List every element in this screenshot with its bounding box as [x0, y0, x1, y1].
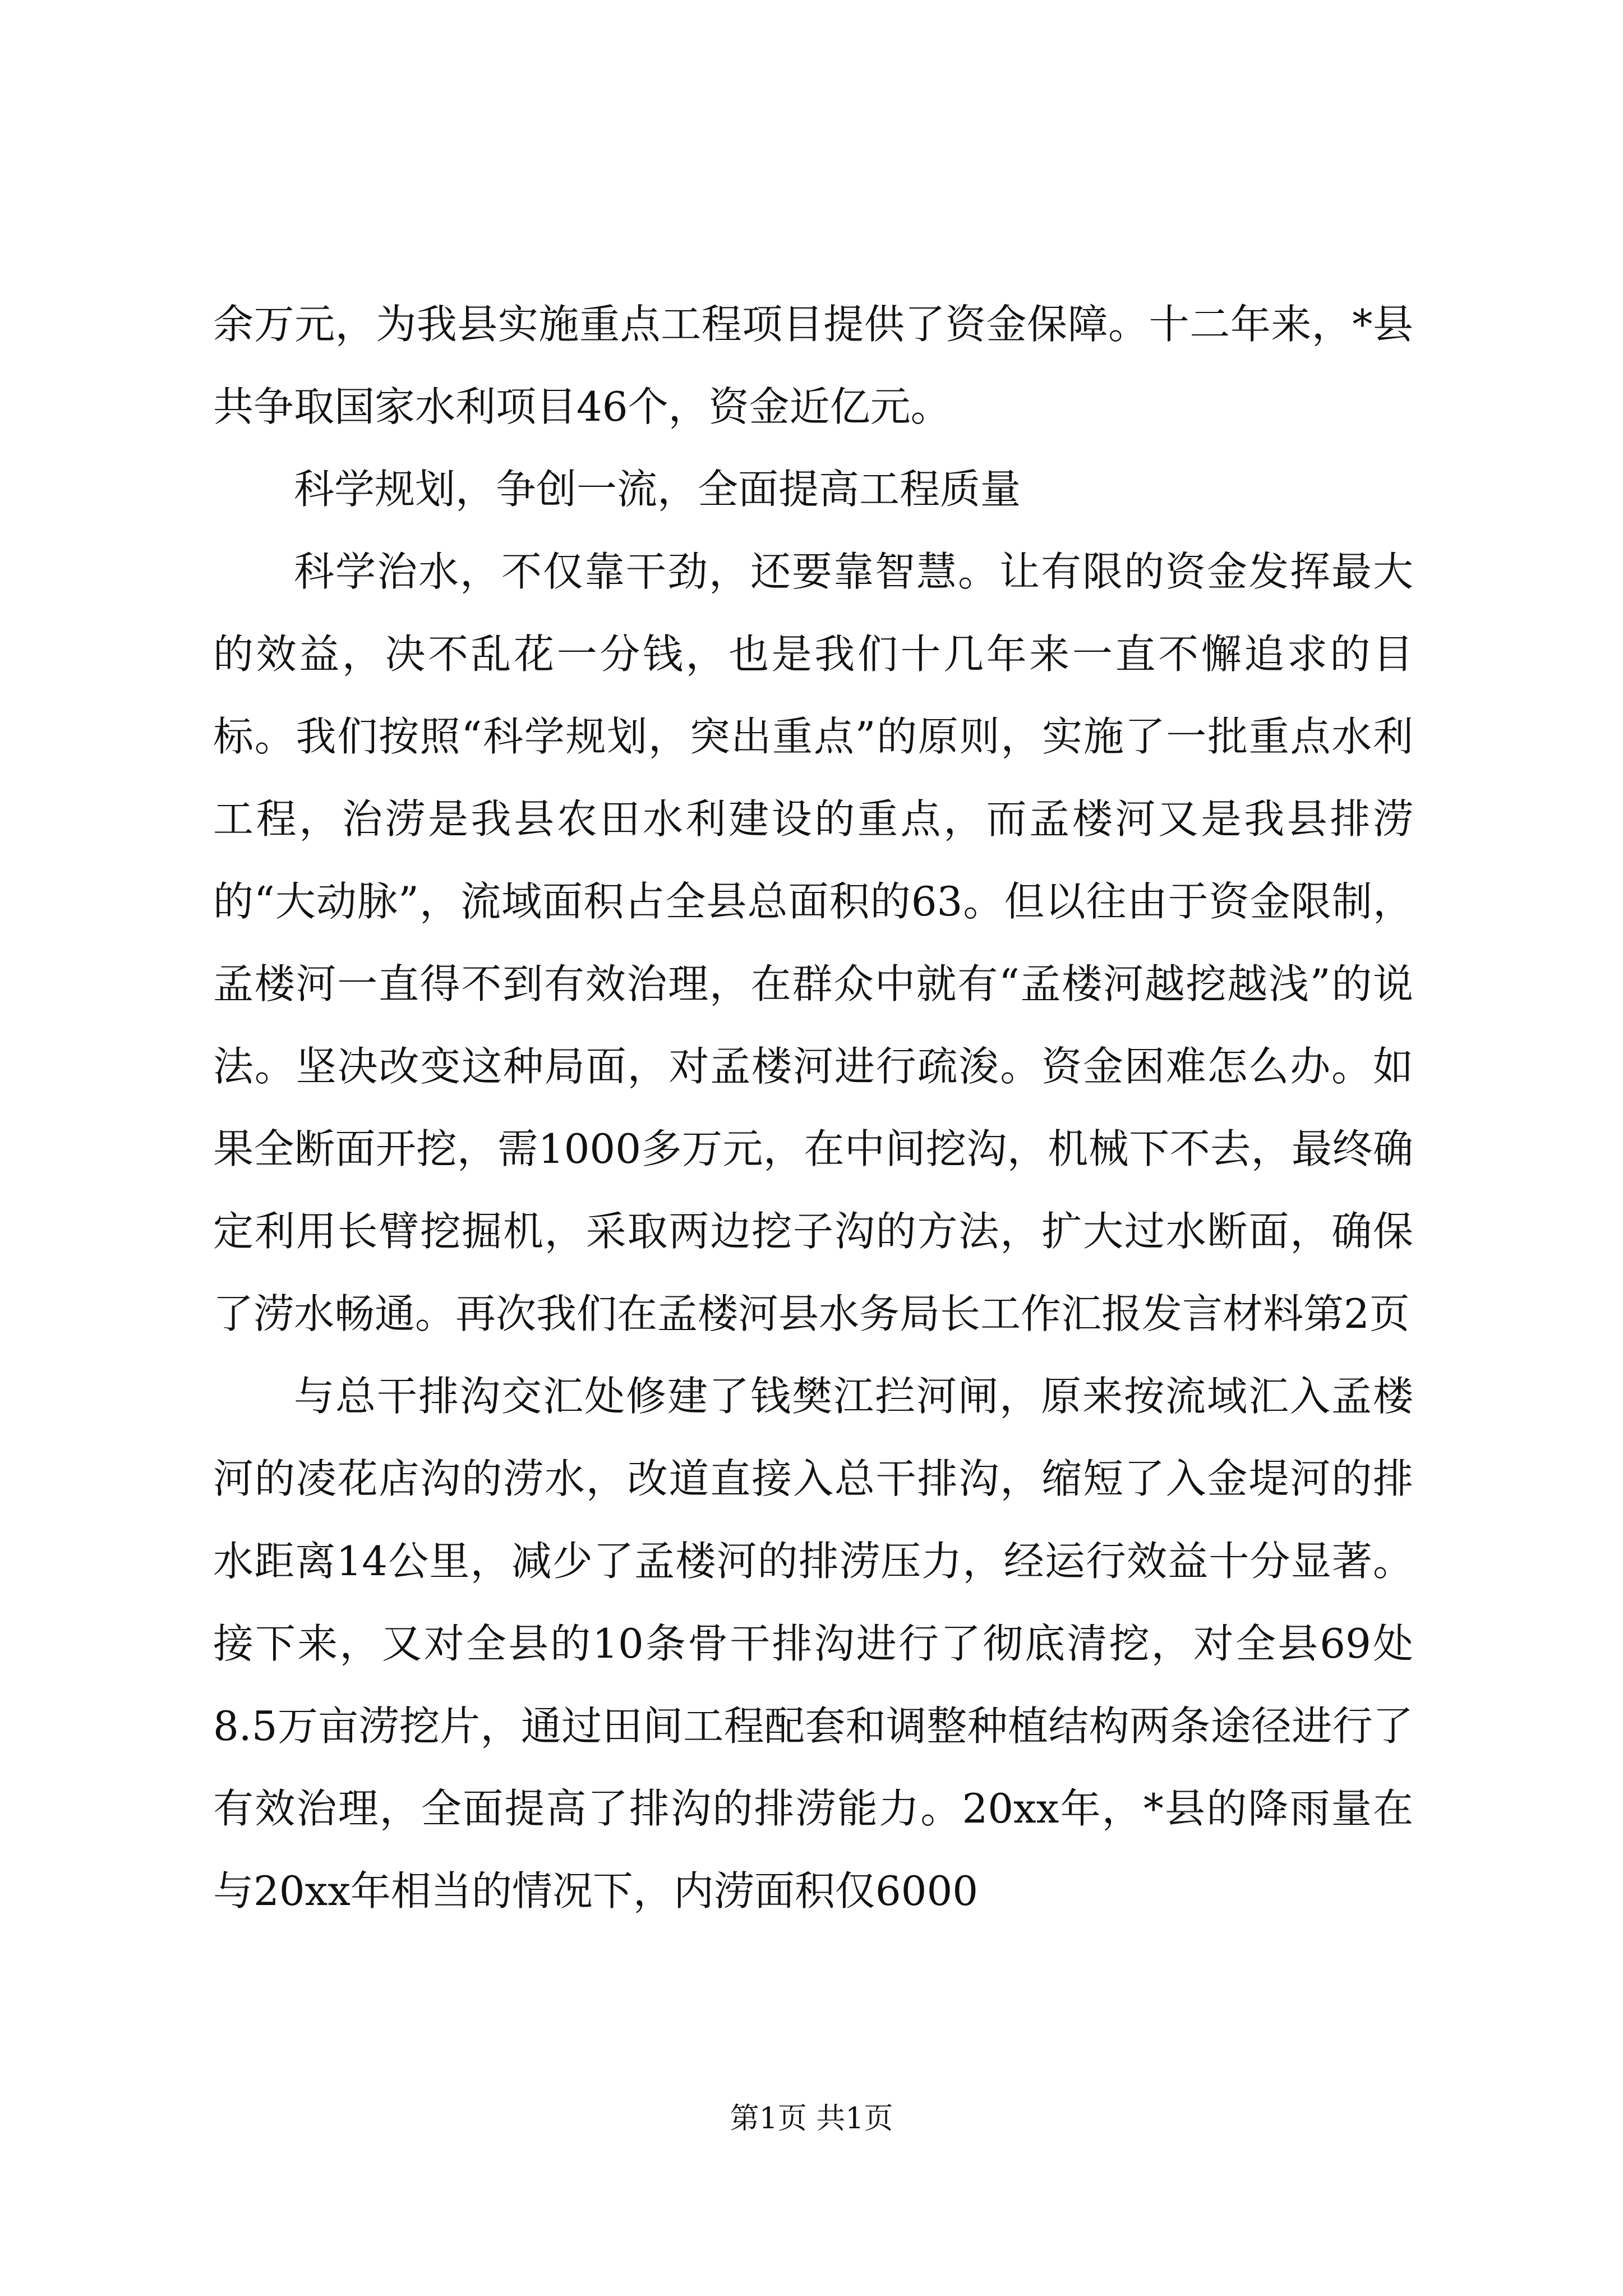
page-footer: 第1页 共1页	[730, 2102, 893, 2136]
paragraph-drainage-works: 与总干排沟交汇处修建了钱樊江拦河闸，原来按流域汇入孟楼河的凌花店沟的涝水，改道直接入总干排沟，缩短了入金堤河的排水距离14公里，减少了孟楼河的排涝压力，经运行效益十分显著。接下来，又对全县的10条骨干排沟进行了彻底清挖，对全县69处8.5万亩涝挖片，通过田间工程配套和调整种植结构两条途径进行了有效治理，全面提高了排沟的排涝能力。20xx年，*县的降雨量在与20xx年相当的情况下，内涝面积仅6000	[213, 1373, 1413, 1915]
document-body	[213, 283, 1413, 1932]
section-heading: 科学规划，争创一流，全面提高工程质量	[294, 466, 1021, 513]
paragraph-funding-summary: 余万元，为我县实施重点工程项目提供了资金保障。十二年来，*县共争取国家水利项目46个，资金近亿元。	[213, 301, 1413, 430]
paragraph-scientific-governance: 科学治水，不仅靠干劲，还要靠智慧。让有限的资金发挥最大的效益，决不乱花一分钱，也是我们十几年来一直不懈追求的目标。我们按照“科学规划，突出重点”的原则，实施了一批重点水利工程，治涝是我县农田水利建设的重点，而孟楼河又是我县排涝的“大动脉”，流域面积占全县总面积的63。但以往由于资金限制，孟楼河一直得不到有效治理，在群众中就有“孟楼河越挖越浅”的说法。坚决改变这种局面，对孟楼河进行疏浚。资金困难怎么办。如果全断面开挖，需1000多万元，在中间挖沟，机械下不去，最终确定利用长臂挖掘机，采取两边挖子沟的方法，扩大过水断面，确保了涝水畅通。再次我们在孟楼河县水务局长工作汇报发言材料第2页	[213, 548, 1413, 1337]
